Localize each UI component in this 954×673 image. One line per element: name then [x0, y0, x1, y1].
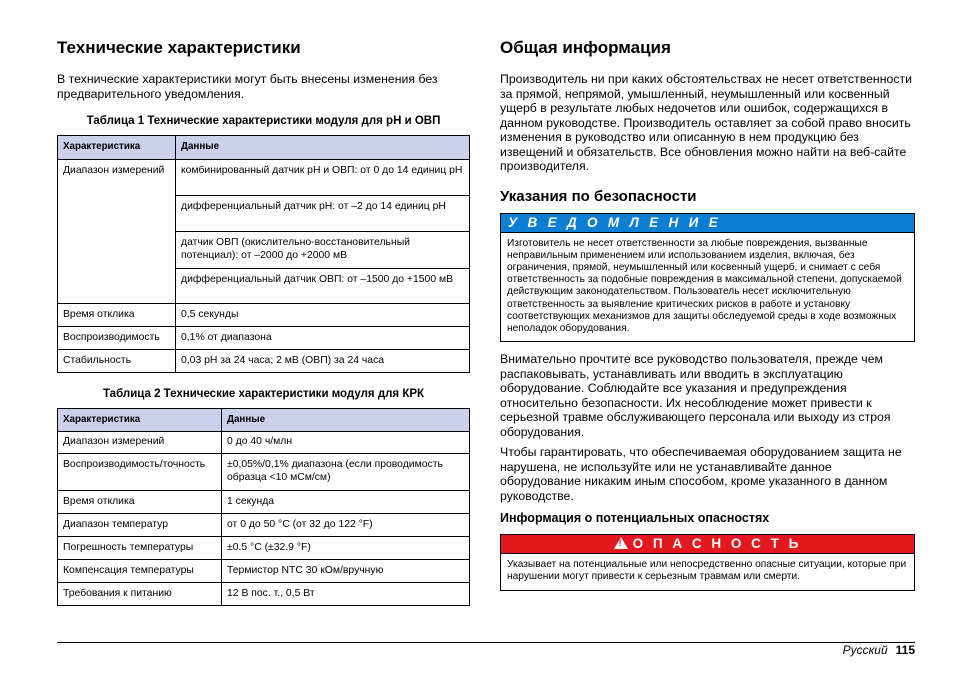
table-row [58, 327, 470, 350]
specs-heading: Технические характеристики [57, 38, 301, 57]
table1-cell: комбинированный датчик pH и ОВП: от 0 до 14 единиц pH [176, 160, 470, 196]
page-number: 115 [895, 643, 915, 657]
table2-cell: Время отклика [58, 491, 222, 514]
table1-cell: 0,1% от диапазона [176, 327, 470, 350]
warning-triangle-icon [614, 537, 628, 549]
table1-caption: Таблица 1 Технические характеристики модуля для pH и ОВП [86, 115, 441, 127]
table-row [58, 560, 470, 583]
table1-header-characteristic: Характеристика [58, 136, 176, 160]
table1-header-data: Данные [176, 136, 470, 160]
table2-header-characteristic: Характеристика [58, 409, 222, 432]
table1 [57, 135, 470, 373]
table2-cell: Диапазон температур [58, 514, 222, 537]
table2 [57, 408, 470, 606]
table1-cell: 0,5 секунды [176, 304, 470, 327]
table1-cell: дифференциальный датчик ОВП: от –1500 до +1500 мВ [176, 269, 470, 304]
notice-text: Изготовитель не несет ответственности за любые повреждения, вызванные неправильным применением или использованием изделия, включая, без ограничения, прямой, неумышленный или косвенный ущерб, и снимает с себя ответственность за подобные повреждения в максимальной степени, допускаемой действующим законодательством. Пользователь несет исключительную ответственность за выявление критических рисков в работе и установку соответствующих механизмов для защиты обследуемой среды в ходе возможных неполадок оборудования. [507, 237, 902, 334]
hazard-heading: Информация о потенциальных опасностях [500, 511, 770, 526]
notice-box [500, 213, 915, 343]
table-row [58, 432, 470, 454]
table2-caption: Таблица 2 Технические характеристики модуля для КРК [102, 388, 425, 400]
table-row [58, 350, 470, 373]
left-column [57, 38, 470, 606]
notice-label: У В Е Д О М Л Е Н И Е [501, 214, 914, 233]
general-info-text: Производитель ни при каких обстоятельствах не несет ответственности за прямой, непрямой, умышленный, неумышленный или косвенный ущерб в результате любых недочетов или ошибок, содержащихся в данном руководстве. Производитель оставляет за собой право вносить изменения в руководство или описанную в нем продукцию без извещений и обязательств. Все обновления можно найти на веб-сайте производителя. [500, 72, 912, 173]
safety-para-2: Чтобы гарантировать, что обеспечиваемая оборудованием защита не нарушена, не используйте или не устанавливайте данное оборудование никаким иным способом, кроме указанного в данном руководстве. [500, 445, 902, 503]
table2-cell: ±0,05%/0,1% диапазона (если проводимость образца <10 мСм/см) [222, 454, 470, 491]
table-row [58, 491, 470, 514]
table-row [58, 537, 470, 560]
danger-box [500, 534, 915, 590]
right-column [500, 38, 915, 591]
table-row [58, 514, 470, 537]
table2-cell: 0 до 40 ч/млн [222, 432, 470, 454]
specs-intro: В технические характеристики могут быть внесены изменения без предварительного уведомления. [57, 72, 438, 101]
table2-cell: Погрешность температуры [58, 537, 222, 560]
table-row [58, 454, 470, 491]
table2-cell: ±0.5 °C (±32.9 °F) [222, 537, 470, 560]
table2-cell: 12 В пос. т., 0,5 Вт [222, 583, 470, 606]
safety-heading: Указания по безопасности [500, 187, 697, 205]
table-row [58, 304, 470, 327]
table-row [58, 160, 470, 196]
table-row [58, 583, 470, 606]
footer-language: Русский [842, 643, 888, 657]
table2-cell: 1 секунда [222, 491, 470, 514]
table2-cell: Диапазон измерений [58, 432, 222, 454]
table2-cell: от 0 до 50 °C (от 32 до 122 °F) [222, 514, 470, 537]
table1-cell: Воспроизводимость [58, 327, 176, 350]
table2-cell: Компенсация температуры [58, 560, 222, 583]
table2-header-data: Данные [222, 409, 470, 432]
table1-cell: Диапазон измерений [58, 160, 176, 304]
page-footer [843, 643, 915, 657]
table2-cell: Воспроизводимость/точность [58, 454, 222, 491]
table1-cell: Стабильность [58, 350, 176, 373]
danger-label: О П А С Н О С Т Ь [632, 536, 802, 552]
table1-cell: Время отклика [58, 304, 176, 327]
table2-cell: Термистор NTC 30 кОм/вручную [222, 560, 470, 583]
footer-divider [57, 642, 915, 643]
table1-cell: 0,03 pH за 24 часа; 2 мВ (ОВП) за 24 часа [176, 350, 470, 373]
danger-text: Указывает на потенциальные или непосредственно опасные ситуации, которые при нарушении могут привести к серьезным травмам или смерти. [507, 559, 907, 583]
safety-para-1: Внимательно прочтите все руководство пользователя, прежде чем распаковывать, устанавливать или вводить в эксплуатацию оборудование. Соблюдайте все указания и предупреждения относительно безопасности. Их несоблюдение может привести к серьезной травме обслуживающего персонала или выходу из строя оборудования. [500, 352, 891, 439]
table1-cell: датчик ОВП (окислительно-восстановительный потенциал): от –2000 до +2000 мВ [176, 232, 470, 269]
general-info-heading: Общая информация [500, 38, 671, 57]
table1-cell: дифференциальный датчик pH: от –2 до 14 единиц pH [176, 196, 470, 232]
table2-cell: Требования к питанию [58, 583, 222, 606]
danger-header [501, 535, 914, 554]
